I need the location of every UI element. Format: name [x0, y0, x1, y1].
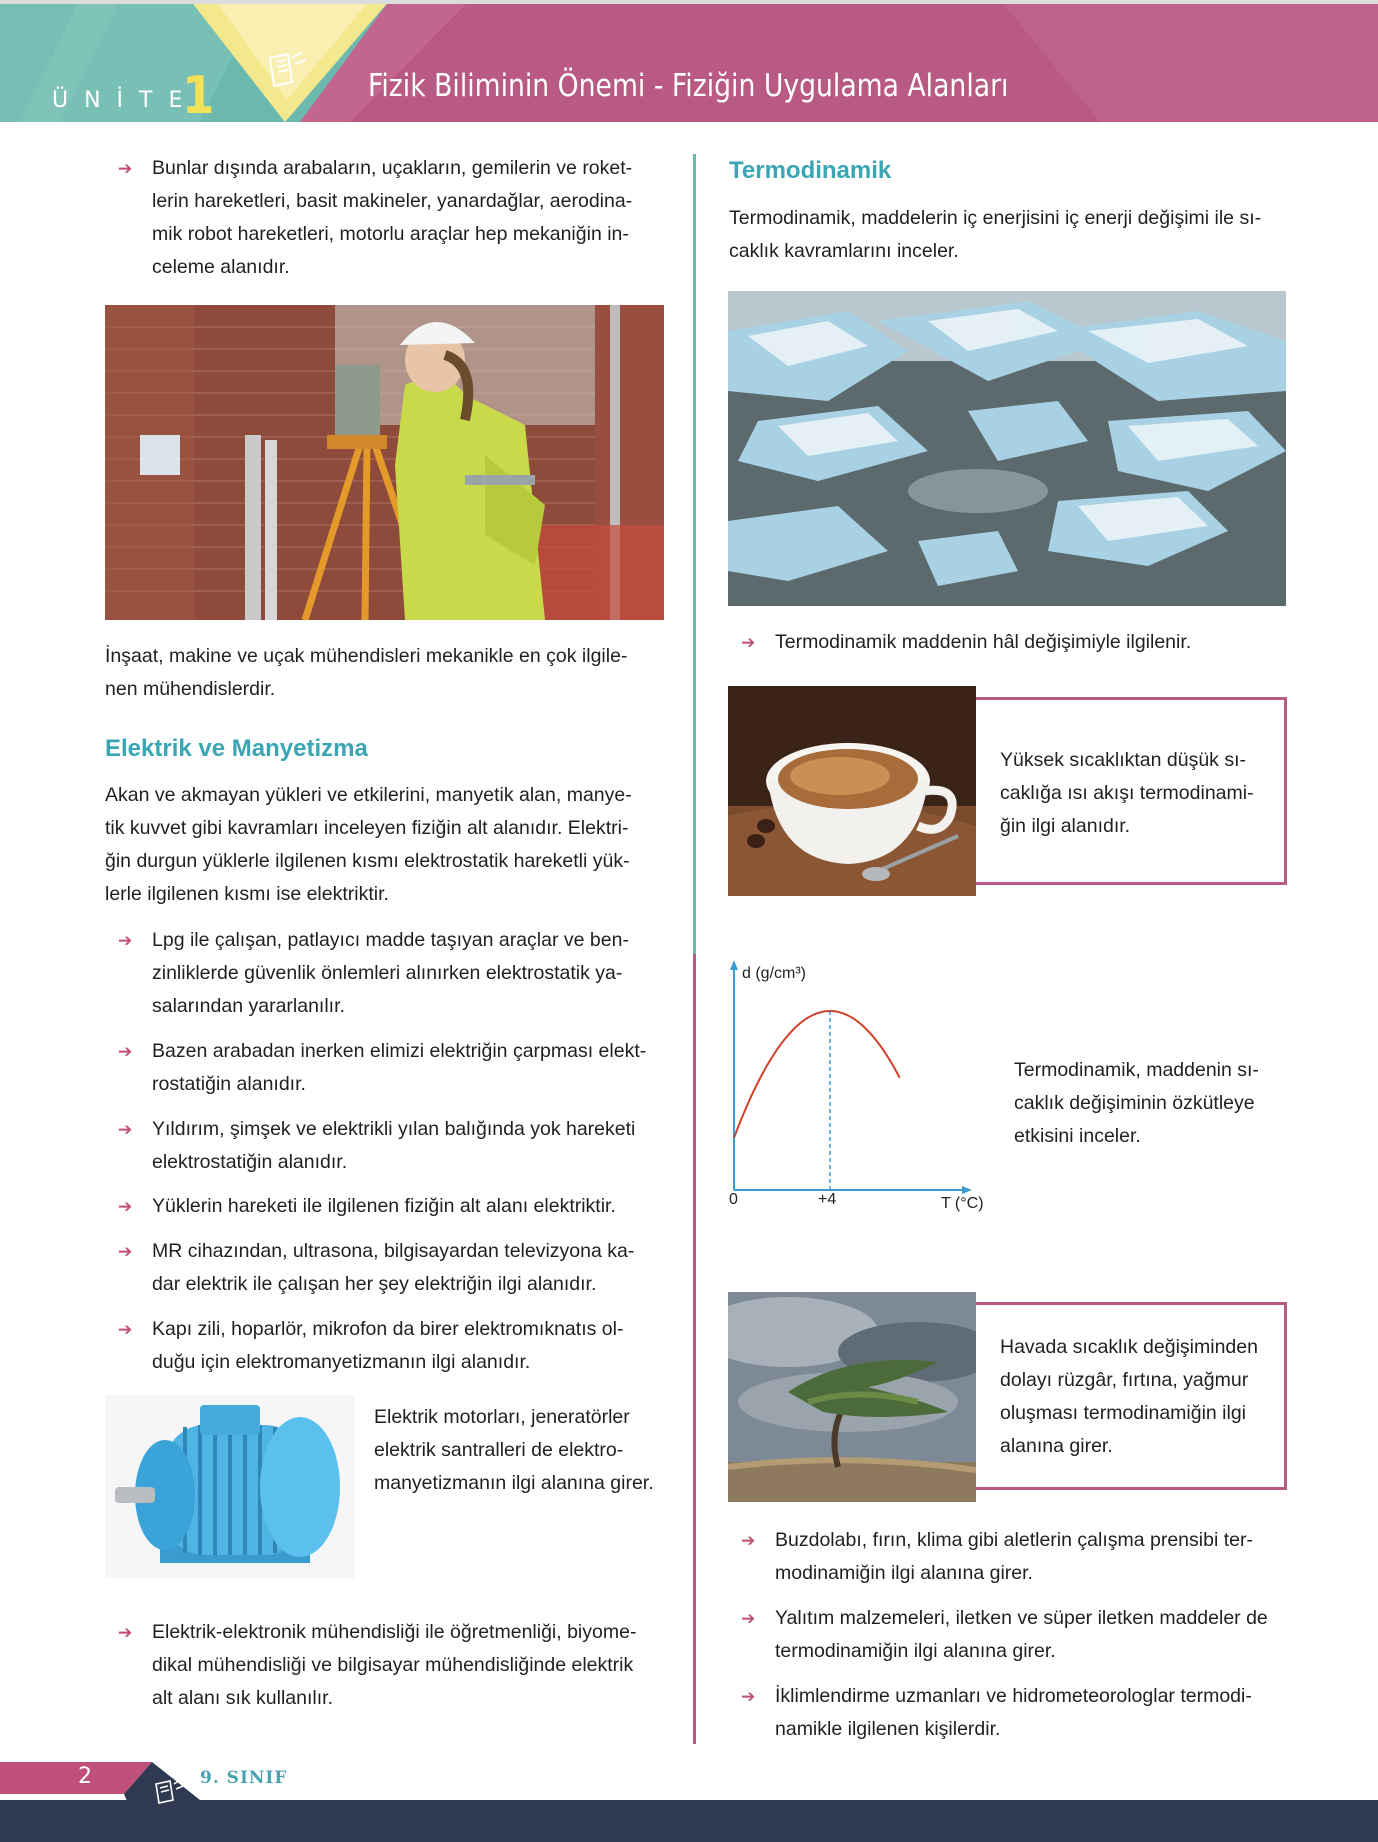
left-bullet-1: [106, 1035, 722, 1101]
bullet-text: İklimlendirme uzmanları ve hidrometeorologlar termodi- namikle ilgilenen kişilerdir.: [775, 1685, 1252, 1740]
arrow-icon: ➔: [118, 1042, 133, 1061]
glacier-photo: [728, 291, 1286, 606]
grade-label: 9. SINIF: [200, 1768, 288, 1788]
arrow-icon: ➔: [118, 1197, 133, 1216]
y-axis-label: d (g/cm³): [742, 965, 806, 982]
page-number: 2: [78, 1764, 92, 1789]
arrow-icon: ➔: [118, 1120, 133, 1139]
arrow-icon: ➔: [741, 1687, 756, 1706]
heading-thermodynamics: Termodinamik: [729, 157, 892, 184]
bullet-engineering: [106, 1616, 722, 1715]
column-divider: [693, 154, 696, 1744]
book-icon: [262, 48, 310, 92]
bullet-text: Elektrik-elektronik mühendisliği ile öğretmenliği, biyome- dikal mühendisliği ve bilgisayar mühendisliğinde elektrik alt alanı sık kullanılır.: [152, 1621, 637, 1709]
unit-label: ÜNİTE: [52, 88, 199, 113]
bullet-phase-change: [729, 626, 1345, 659]
left-bullet-3: [106, 1190, 722, 1223]
bullet-text: Termodinamik maddenin hâl değişimiyle ilgilenir.: [775, 631, 1192, 653]
electric-motor-image: [105, 1395, 355, 1578]
right-bullet-2: [729, 1680, 1345, 1746]
bullet-text: Kapı zili, hoparlör, mikrofon da birer elektromıknatıs ol- duğu için elektromanyetizmanın ilgi alanıdır.: [152, 1318, 624, 1373]
right-bullet-0: [729, 1524, 1345, 1590]
bullet-text: Yalıtım malzemeleri, iletken ve süper iletken maddeler de termodinamiğin ilgi alanına girer.: [775, 1607, 1268, 1662]
left-bullet-0: [106, 924, 722, 1023]
arrow-icon: ➔: [741, 1531, 756, 1550]
bullet-text: Buzdolabı, fırın, klima gibi aletlerin çalışma prensibi ter- modinamiğin ilgi alanına girer.: [775, 1529, 1253, 1584]
footer-book-icon: [152, 1778, 186, 1806]
right-bullet-1: [729, 1602, 1345, 1668]
page-title: Fizik Biliminin Önemi - Fiziğin Uygulama Alanları: [368, 68, 1009, 104]
arrow-icon: ➔: [741, 633, 756, 652]
bullet-text: MR cihazından, ultrasona, bilgisayardan televizyona ka- dar elektrik ile çalışan her şey elektriğin ilgi alanıdır.: [152, 1240, 635, 1295]
bullet-text: Bunlar dışında arabaların, uçakların, gemilerin ve roket- lerin hareketleri, basit makineler, yanardağlar, aerodina- mik robot hareketleri, motorlu araçlar hep mekaniğin in- celeme alanıdır.: [152, 157, 633, 278]
coffee-photo: [728, 686, 976, 896]
x-axis-arrow: [962, 1186, 972, 1194]
arrow-icon: ➔: [118, 1320, 133, 1339]
bullet-text: Yıldırım, şimşek ve elektrikli yılan balığında yok hareketi elektrostatiğin alanıdır.: [152, 1118, 636, 1173]
motor-caption: Elektrik motorları, jeneratörler elektrik santralleri de elektro- manyetizmanın ilgi alanına girer.: [374, 1406, 654, 1494]
left-bullet-2: [106, 1113, 722, 1179]
arrow-icon: ➔: [741, 1609, 756, 1628]
para-electricity: Akan ve akmayan yükleri ve etkilerini, manyetik alan, manye- tik kuvvet gibi kavramları inceleyen fiziğin alt alanıdır. Elektri- ğin durgun yüklerle ilgilenen kısmı elektrostatik hareketli yük- lerle ilgilenen kısmı ise elektriktir.: [105, 784, 632, 905]
unit-number: 1: [182, 66, 215, 126]
graph-caption: Termodinamik, maddenin sı- caklık değişiminin özkütleye etkisini inceler.: [1014, 1059, 1259, 1147]
arrow-icon: ➔: [118, 1242, 133, 1261]
heading-electricity: Elektrik ve Manyetizma: [105, 735, 368, 762]
density-curve: [734, 1011, 900, 1138]
arrow-icon: ➔: [118, 1623, 133, 1642]
wind-box-text: Havada sıcaklık değişiminden dolayı rüzgâr, fırtına, yağmur oluşması termodinamiğin ilgi alanına girer.: [1000, 1336, 1258, 1457]
y-axis-arrow: [730, 960, 738, 970]
bullet-text: Bazen arabadan inerken elimizi elektriğin çarpması elekt- rostatiğin alanıdır.: [152, 1040, 647, 1095]
windy-tree-photo: [728, 1292, 976, 1502]
para-thermodynamics: Termodinamik, maddelerin iç enerjisini iç enerji değişimi ile sı- caklık kavramlarını inceler.: [729, 207, 1262, 262]
arrow-icon: ➔: [118, 159, 133, 178]
left-bullet-4: [106, 1235, 722, 1301]
bullet-intro: [106, 152, 722, 284]
density-graph: [724, 956, 1000, 1216]
left-bullet-5: [106, 1313, 722, 1379]
x-axis-label: T (°C): [941, 1195, 984, 1212]
bullet-text: Lpg ile çalışan, patlayıcı madde taşıyan araçlar ve ben- zinliklerde güvenlik önlemleri alınırken elektrostatik ya- salarından yararlanılır.: [152, 929, 629, 1017]
coffee-box-text: Yüksek sıcaklıktan düşük sı- caklığa ısı akışı termodinami- ğin ilgi alanıdır.: [1000, 749, 1254, 837]
bullet-text: Yüklerin hareketi ile ilgilenen fiziğin alt alanı elektriktir.: [152, 1195, 616, 1217]
x-tick-0: 0: [729, 1191, 738, 1208]
caption-mechanics: İnşaat, makine ve uçak mühendisleri mekanikle en çok ilgile- nen mühendislerdir.: [105, 645, 628, 700]
arrow-icon: ➔: [118, 931, 133, 950]
x-tick-4: +4: [818, 1191, 837, 1208]
surveyor-photo: [105, 305, 664, 620]
